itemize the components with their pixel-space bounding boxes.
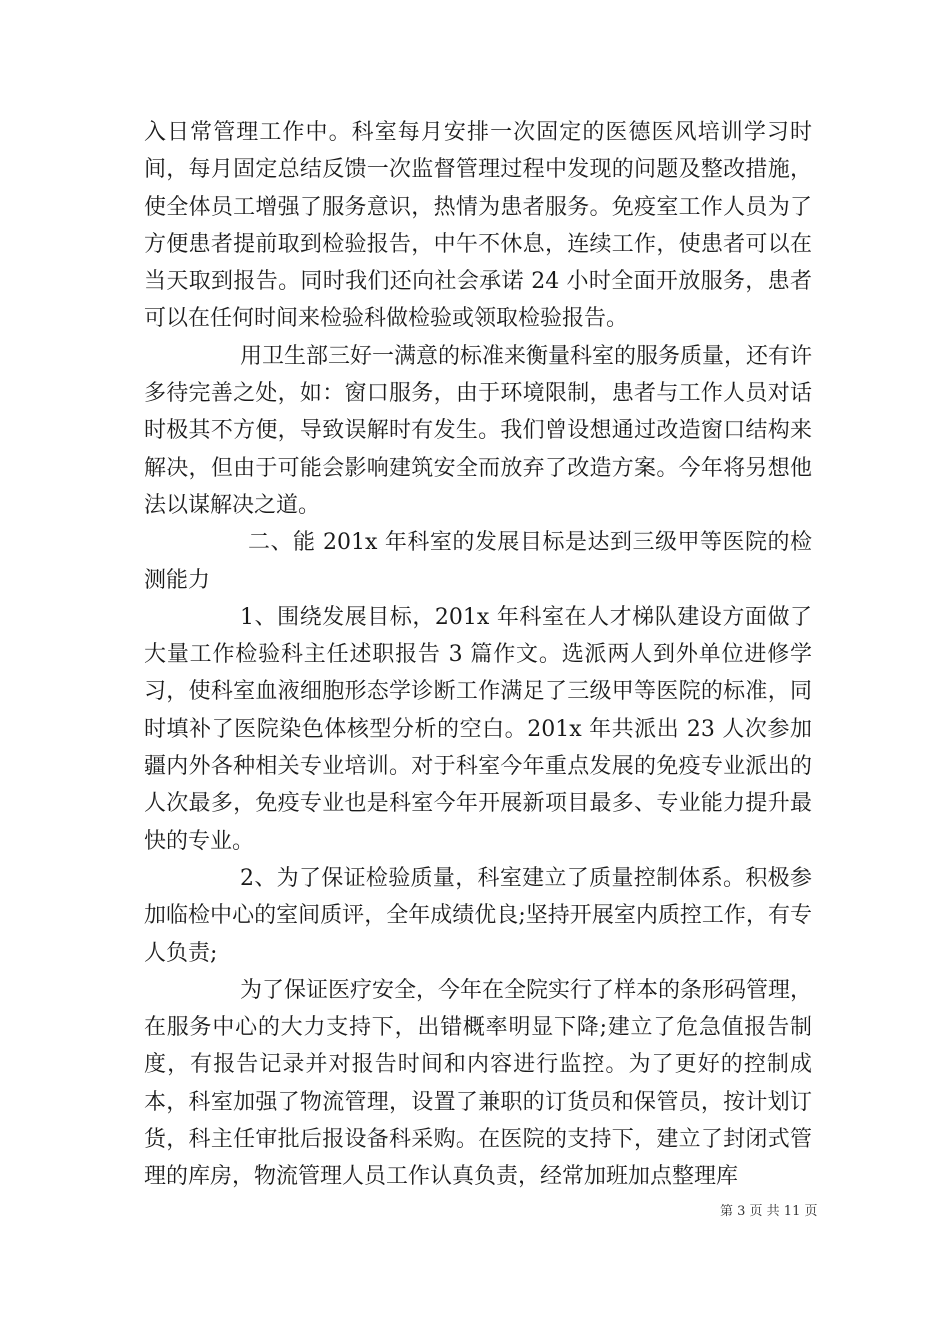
document-body xyxy=(144,114,812,1196)
paragraph-service-commitment: 入日常管理工作中。科室每月安排一次固定的医德医风培训学习时间，每月固定总结反馈一次监督管理过程中发现的问题及整改措施，使全体员工增强了服务意识，热情为患者服务。免疫室工作人员为了方便患者提前取到检验报告，中午不休息，连续工作，使患者可以在当天取到报告。同时我们还向社会承诺 24 小时全面开放服务，患者可以在任何时间来检验科做检验或领取检验报告。 xyxy=(144,120,812,332)
paragraph-quality-control: 2、为了保证检验质量，科室建立了质量控制体系。积极参加临检中心的室间质评，全年成绩优良;坚持开展室内质控工作，有专人负责; xyxy=(144,865,812,966)
page-number: 第 3 页 共 11 页 xyxy=(720,1204,818,1219)
paragraph-service-quality: 用卫生部三好一满意的标准来衡量科室的服务质量，还有许多待完善之处，如：窗口服务，由于环境限制，患者与工作人员对话时极其不方便，导致误解时有发生。我们曾设想通过改造窗口结构来解决，但由于可能会影响建筑安全而放弃了改造方案。今年将另想他法以谋解决之道。 xyxy=(144,343,813,518)
paragraph-talent-building: 1、围绕发展目标，201x 年科室在人才梯队建设方面做了大量工作检验科主任述职报告 3 篇作文。选派两人到外单位进修学习，使科室血液细胞形态学诊断工作满足了三级甲等医院的标准，同时填补了医院染色体核型分析的空白。201x 年共派出 23 人次参加疆内外各种相关专业培训。对于科室今年重点发展的免疫专业派出的人次最多，免疫专业也是科室今年开展新项目最多、专业能力提升最快的专业。 xyxy=(144,604,812,854)
paragraph-medical-safety: 为了保证医疗安全，今年在全院实行了样本的条形码管理，在服务中心的大力支持下，出错概率明显下降;建立了危急值报告制度，有报告记录并对报告时间和内容进行监控。为了更好的控制成本，科室加强了物流管理，设置了兼职的订货员和保管员，按计划订货，科主任审批后报设备科采购。在医院的支持下，建立了封闭式管理的库房，物流管理人员工作认真负责，经常加班加点整理库 xyxy=(144,977,813,1190)
section-heading-development-goal: 二、能 201x 年科室的发展目标是达到三级甲等医院的检测能力 xyxy=(144,530,812,593)
